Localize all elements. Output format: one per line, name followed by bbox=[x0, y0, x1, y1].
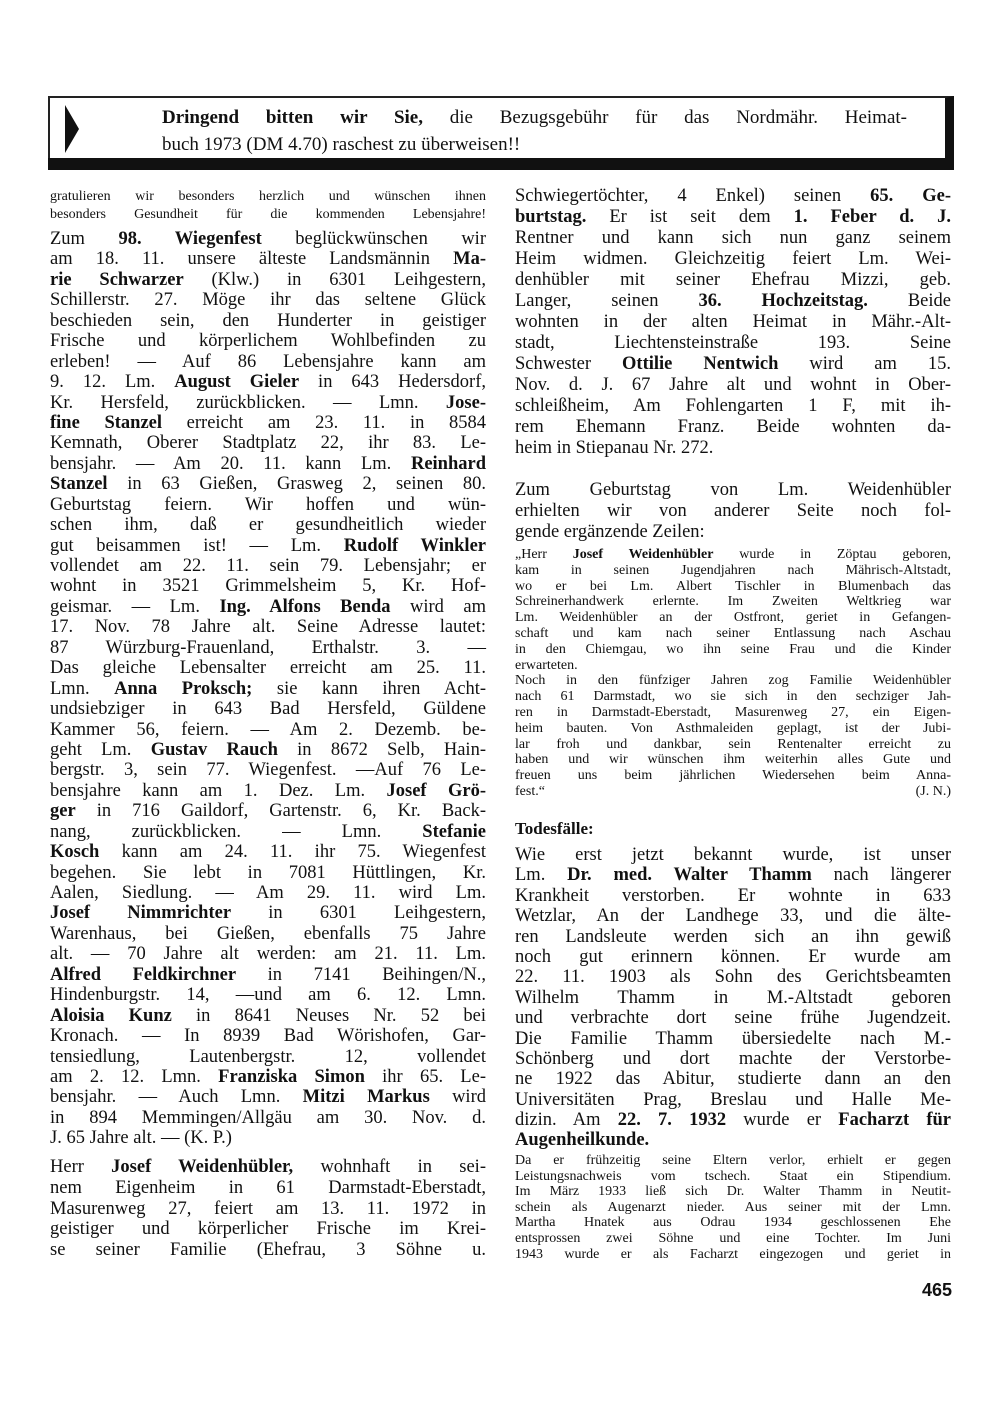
bold-text: Stefanie bbox=[422, 821, 486, 842]
text-line bbox=[515, 642, 951, 658]
text: Lmn. bbox=[50, 678, 115, 699]
bold-text: Ma- bbox=[453, 249, 486, 270]
bold-text: Anna Proksch; bbox=[114, 678, 253, 699]
text: entsprossen zwei Söhne und eine Tochter. Im Juni bbox=[515, 1230, 951, 1246]
text: Lm. bbox=[515, 865, 568, 886]
bold-text: Gustav Rauch bbox=[150, 739, 278, 760]
text: undsiebziger in 643 Bad Hersfeld, Güldene bbox=[50, 699, 486, 720]
text: ren in Darmstadt-Eberstadt, Masurenweg 27, ein Eigen- bbox=[515, 704, 951, 720]
text: Lm. Weidenhübler an der Ostfront, geriet in Gefangen- bbox=[515, 610, 951, 626]
text: wurde er bbox=[726, 1110, 839, 1131]
text: am 18. 11. unsere älteste Landsmännin bbox=[50, 249, 454, 270]
text-line bbox=[162, 104, 907, 131]
text-line bbox=[50, 454, 486, 474]
text-line bbox=[515, 705, 951, 721]
text: noch gut erinnern können. Er wurde am bbox=[515, 946, 951, 967]
text-line bbox=[50, 188, 486, 206]
text-line bbox=[515, 438, 951, 459]
text-line bbox=[515, 1153, 951, 1169]
text-line bbox=[515, 1029, 951, 1049]
text-line bbox=[50, 331, 486, 351]
text-line bbox=[515, 249, 951, 270]
bold-text: Josef Nimmrichter bbox=[50, 903, 232, 924]
text-line bbox=[50, 474, 486, 494]
text: ren Landsleute werden sich an ihn gewiß bbox=[515, 926, 951, 947]
text-line bbox=[50, 229, 486, 249]
text-line bbox=[515, 1090, 951, 1110]
text: Das gleiche Lebensalter erreicht am 25. 11. bbox=[50, 658, 486, 679]
text: dizin. Am bbox=[515, 1110, 618, 1131]
text: erreicht am 23. 11. in 8584 bbox=[162, 412, 486, 433]
text-line bbox=[515, 721, 951, 737]
text: (Klw.) in 6301 Leihgestern, bbox=[183, 269, 486, 290]
text: in 7141 Beihingen/N., bbox=[236, 964, 486, 985]
text-line bbox=[515, 752, 951, 768]
text-line bbox=[515, 375, 951, 396]
text: nem Eigenheim in 61 Darmstadt-Eberstadt, bbox=[50, 1177, 486, 1198]
text: Nov. d. J. 67 Jahre alt und wohnt in Ober- bbox=[515, 375, 951, 395]
text-line bbox=[50, 985, 486, 1005]
text-line bbox=[515, 480, 951, 501]
text: Wetzlar, An der Landhege 33, und die älte- bbox=[515, 906, 951, 927]
weidenhuebler-article-start bbox=[50, 1157, 486, 1261]
text-line bbox=[50, 372, 486, 392]
text: in 6301 Leihgestern, bbox=[231, 903, 487, 924]
text: geismar. — Lm. bbox=[50, 596, 220, 617]
text: 17. Nov. 78 Jahre alt. Seine Adresse lautet: bbox=[50, 617, 486, 638]
bold-text: Aloisia Kunz bbox=[50, 1005, 172, 1026]
bold-text: Dringend bitten wir Sie, bbox=[162, 107, 423, 128]
text-line bbox=[50, 801, 486, 821]
birthday-announcements bbox=[50, 229, 486, 1149]
text-line bbox=[50, 903, 486, 923]
text-line bbox=[50, 842, 486, 862]
text-line bbox=[515, 784, 951, 800]
text-line bbox=[50, 536, 486, 556]
text: kam in seinen Jugendjahren nach Mährisch-Altstadt, bbox=[515, 562, 951, 578]
text-line bbox=[50, 781, 486, 801]
text-line bbox=[515, 737, 951, 753]
text-line bbox=[515, 354, 951, 375]
page-number: 465 bbox=[922, 1280, 953, 1300]
text: vollendet am 22. 11. sein 79. Lebensjahr; er bbox=[50, 556, 486, 576]
text: Leistungsnachweis vom tschech. Staat ein Stipendium. bbox=[515, 1168, 951, 1184]
text-line bbox=[50, 883, 486, 903]
text: lar froh und dankbar, sein Rentenalter erreicht zu bbox=[515, 736, 951, 752]
text: ihr 65. Le- bbox=[364, 1066, 486, 1087]
text-line bbox=[515, 1247, 951, 1263]
bold-text: Rudolf Winkler bbox=[343, 535, 486, 556]
bold-text: 36. Hochzeitstag. bbox=[698, 291, 868, 311]
text-line bbox=[515, 417, 951, 438]
text-line bbox=[50, 1087, 486, 1107]
text-line bbox=[50, 1128, 486, 1148]
text: in 643 Hedersdorf, bbox=[299, 372, 486, 393]
bold-text: fine Stanzel bbox=[50, 412, 163, 433]
text-line bbox=[515, 658, 951, 674]
text: in 8641 Neuses Nr. 52 bei bbox=[171, 1005, 486, 1026]
text-line bbox=[515, 626, 951, 642]
text-line bbox=[50, 413, 486, 433]
text-line bbox=[50, 658, 486, 678]
text: nach 61 Darmstadt, wo sie sich in den sechziger Jah- bbox=[515, 689, 951, 705]
text-line bbox=[50, 944, 486, 964]
text: Geburtstag feiern. Wir hoffen und wün- bbox=[50, 494, 486, 515]
bold-text: 65. Ge- bbox=[870, 186, 952, 206]
text: 22. 11. 1903 als Sohn des Gerichtsbeamten bbox=[515, 967, 951, 988]
text-line bbox=[50, 311, 486, 331]
text: Hindenburgstr. 14, —und am 6. 12. Lmn. bbox=[50, 985, 486, 1006]
left-column-intro bbox=[50, 188, 486, 224]
text: stadt, Liechtensteinstraße 193. Seine bbox=[515, 333, 951, 353]
text: wohnhaft in sei- bbox=[293, 1157, 486, 1177]
text-line bbox=[50, 740, 486, 760]
text: „Herr bbox=[515, 547, 573, 562]
text: schen ihm, daß er gesundheitlich wieder bbox=[50, 515, 486, 536]
text: Wilhelm Thamm in M.-Altstadt geboren bbox=[515, 987, 951, 1008]
text: nang, zurückblicken. — Lmn. bbox=[50, 821, 423, 842]
text-line bbox=[515, 522, 951, 543]
text: wohnten in der alten Heimat in Mähr.-Alt- bbox=[515, 312, 951, 332]
text: rem Ehemann Franz. Beide wohnten da- bbox=[515, 417, 951, 437]
text-line bbox=[50, 720, 486, 740]
text: haben und wir wünschen ihm weiterhin alles Gute und bbox=[515, 752, 951, 768]
text-line bbox=[515, 906, 951, 926]
weidenhuebler-article-continued bbox=[515, 186, 951, 459]
text: heim in Stiepanau Nr. 272. bbox=[515, 438, 714, 458]
weidenhuebler-supplement-intro bbox=[515, 480, 951, 543]
text: schaft und kam nach seiner Entlassung nach Aschau bbox=[515, 625, 951, 641]
text: wird am 15. bbox=[778, 354, 951, 374]
text-line bbox=[50, 1026, 486, 1046]
bold-text: Ing. Alfons Benda bbox=[219, 596, 391, 617]
text: Zum Geburtstag von Lm. Weidenhübler bbox=[515, 480, 951, 500]
text-line bbox=[50, 617, 486, 637]
bold-text: Facharzt für bbox=[838, 1110, 951, 1131]
text: erwarteten. bbox=[515, 657, 578, 673]
text: Masurenweg 27, feiert am 13. 11. 1972 in bbox=[50, 1198, 486, 1219]
text-line bbox=[515, 396, 951, 417]
text-line bbox=[515, 865, 951, 885]
text: Rentner und kann sich nun ganz seinem bbox=[515, 228, 951, 248]
text: tensiedlung, Lautenbergstr. 12, vollendet bbox=[50, 1046, 486, 1067]
text: gut beisammen ist! — Lm. bbox=[50, 535, 344, 556]
text-line bbox=[50, 290, 486, 310]
text-line bbox=[50, 597, 486, 617]
text: Schreinerhandwerk erlernte. Im Zweiten Weltkrieg war bbox=[515, 594, 951, 610]
text: sie kann ihren Acht- bbox=[252, 678, 487, 699]
text: gende ergänzende Zeilen: bbox=[515, 522, 705, 542]
bold-text: August Gieler bbox=[174, 372, 300, 393]
text-line bbox=[50, 1157, 486, 1178]
text-line bbox=[515, 1200, 951, 1216]
section-heading-deaths: Todesfälle: bbox=[515, 819, 594, 838]
bold-text: Franziska Simon bbox=[218, 1066, 365, 1087]
text: se seiner Familie (Ehefrau, 3 Söhne u. bbox=[50, 1240, 486, 1260]
weidenhuebler-quote bbox=[515, 547, 951, 800]
text: Langer, seinen bbox=[515, 291, 699, 311]
text-line bbox=[515, 186, 951, 207]
bold-text: 22. 7. 1932 bbox=[617, 1110, 727, 1131]
text-line bbox=[515, 988, 951, 1008]
text: Da er frühzeitig seine Eltern verlor, erhielt er gegen bbox=[515, 1153, 951, 1168]
text: Kronach. — In 8939 Bad Wörishofen, Gar- bbox=[50, 1026, 486, 1047]
text: wohnt in 3521 Grimmelsheim 5, Kr. Hof- bbox=[50, 576, 486, 597]
text: Heim widmen. Gleichzeitig feiert Lm. Wei- bbox=[515, 249, 951, 269]
text: erhielten wir von anderer Seite noch fol- bbox=[515, 501, 951, 521]
text-line bbox=[515, 563, 951, 579]
text-line bbox=[50, 393, 486, 413]
bold-text: Josef Weidenhübler, bbox=[111, 1157, 294, 1177]
text-line bbox=[515, 207, 951, 228]
text: Kr. Hersfeld, zurückblicken. — Lmn. bbox=[50, 392, 446, 413]
text: Herr bbox=[50, 1157, 112, 1177]
text-line bbox=[50, 1047, 486, 1067]
arrow-triangle-icon bbox=[65, 105, 79, 153]
text: geistiger und körperlicher Frische im Krei- bbox=[50, 1219, 486, 1240]
text-line bbox=[515, 610, 951, 626]
text-line bbox=[50, 556, 486, 576]
text: bensjahr. — Auch Lmn. bbox=[50, 1087, 303, 1108]
bold-text: Josef Grö- bbox=[386, 780, 486, 801]
text: fest.“ bbox=[515, 783, 545, 799]
text-line bbox=[515, 927, 951, 947]
text: wurde in Zöptau geboren, bbox=[713, 547, 951, 562]
text: wird am bbox=[390, 596, 487, 617]
text-line bbox=[50, 699, 486, 719]
bold-text: Ottilie Nentwich bbox=[622, 354, 779, 374]
text-line bbox=[50, 965, 486, 985]
text-line bbox=[50, 576, 486, 596]
text: J. 65 Jahre alt. — (K. P.) bbox=[50, 1128, 232, 1149]
text: schein als Augenarzt nieder. Aus seiner mit der Lmn. bbox=[515, 1199, 951, 1215]
text-line bbox=[515, 1049, 951, 1069]
bold-text: Josef Weidenhübler bbox=[572, 547, 714, 562]
text: Beide bbox=[867, 291, 951, 311]
text-line bbox=[515, 947, 951, 967]
text: buch 1973 (DM 4.70) raschest zu überweisen!! bbox=[162, 134, 521, 155]
text: in 894 Memmingen/Allgäu am 30. Nov. d. bbox=[50, 1107, 486, 1128]
text-line bbox=[515, 1008, 951, 1028]
text: in 8672 Selb, Hain- bbox=[277, 739, 486, 760]
text-line bbox=[50, 270, 486, 290]
text-line bbox=[50, 1240, 486, 1261]
text-line bbox=[50, 924, 486, 944]
bold-text: Augenheilkunde. bbox=[515, 1130, 650, 1151]
text: alt. — 70 Jahre alt werden: am 21. 11. Lm. bbox=[50, 944, 486, 965]
text: 87 Würzburg-Frauenland, Erthalstr. 3. — bbox=[50, 637, 486, 658]
text: und verbrachte dort seine frühe Jugendzeit. bbox=[515, 1008, 951, 1029]
text: Schillerstr. 27. Möge ihr das seltene Glück bbox=[50, 290, 486, 311]
text: Schwiegertöchter, 4 Enkel) seinen bbox=[515, 186, 871, 206]
text-line bbox=[515, 845, 951, 865]
text: denhübler mit seiner Ehefrau Mizzi, geb. bbox=[515, 270, 951, 290]
bold-text: Dr. med. Walter Thamm bbox=[567, 865, 812, 886]
text: kann am 24. 11. ihr 75. Wiegenfest bbox=[99, 842, 486, 863]
thamm-obituary bbox=[515, 845, 951, 1151]
text-line bbox=[515, 1110, 951, 1130]
text: bensjahre kann am 1. Dez. Lm. bbox=[50, 780, 387, 801]
text-line bbox=[515, 501, 951, 522]
text-line bbox=[50, 760, 486, 780]
text-line bbox=[50, 1108, 486, 1128]
payment-notice-text bbox=[162, 104, 907, 158]
bold-text: rie Schwarzer bbox=[50, 269, 184, 290]
text: nach längerer bbox=[811, 865, 951, 886]
bold-text: 1. Feber d. J. bbox=[793, 207, 951, 227]
text-line bbox=[50, 822, 486, 842]
text-line bbox=[515, 1184, 951, 1200]
text: gratulieren wir besonders herzlich und wünschen ihnen bbox=[50, 189, 486, 204]
text-line bbox=[50, 352, 486, 372]
text-line bbox=[515, 1130, 951, 1150]
text-line bbox=[50, 1219, 486, 1240]
text-line bbox=[50, 1199, 486, 1220]
text: Kemnath, Oberer Stadtplatz 22, ihr 83. Le- bbox=[50, 433, 486, 454]
text: Die Familie Thamm übersiedelte nach M.- bbox=[515, 1028, 951, 1049]
text-line bbox=[515, 967, 951, 987]
text: Frische und körperlichem Wohlbefinden zu bbox=[50, 331, 486, 352]
text-line bbox=[50, 433, 486, 453]
text-line bbox=[515, 291, 951, 312]
text-line bbox=[50, 679, 486, 699]
text-line bbox=[162, 131, 907, 158]
text-line bbox=[50, 863, 486, 883]
bold-text: ger bbox=[50, 801, 76, 822]
text-line bbox=[50, 515, 486, 535]
text: Schwester bbox=[515, 354, 623, 374]
text-line bbox=[50, 495, 486, 515]
text: ne 1922 das Abitur, studierte dann an den bbox=[515, 1069, 951, 1090]
text: (J. N.) bbox=[915, 783, 951, 799]
text: 9. 12. Lm. bbox=[50, 372, 175, 393]
bold-text: Stanzel bbox=[50, 474, 108, 495]
text: 1943 wurde er als Facharzt eingezogen und geriet in bbox=[515, 1246, 951, 1262]
text: wo er bei Lm. Albert Tischler in Blumenbach das bbox=[515, 578, 951, 594]
text: Krankheit verstorben. Er wohnte in 633 bbox=[515, 885, 951, 906]
text: in 716 Gaildorf, Gartenstr. 6, Kr. Back- bbox=[75, 801, 486, 822]
text: beschieden sein, den Hunderter in geistiger bbox=[50, 310, 486, 331]
text-line bbox=[50, 1178, 486, 1199]
text-line bbox=[515, 1169, 951, 1185]
text-line bbox=[515, 594, 951, 610]
text-line bbox=[515, 1215, 951, 1231]
text: beglückwünschen wir bbox=[261, 229, 486, 249]
text: geht Lm. bbox=[50, 739, 151, 760]
text: besonders Gesundheit für die kommenden Lebensjahre! bbox=[50, 207, 486, 222]
text: heim bauten. Von Asthmaleiden geplagt, ist der Jubi- bbox=[515, 720, 951, 736]
text: Wie erst jetzt bekannt wurde, ist unser bbox=[515, 845, 951, 865]
text-line bbox=[50, 638, 486, 658]
text: schleißheim, Am Fohlengarten 1 F, mit ih- bbox=[515, 396, 951, 416]
text: Noch in den fünfziger Jahren zog Familie Weidenhübler bbox=[515, 673, 951, 689]
text: erleben! — Auf 86 Lebensjahre kann am bbox=[50, 351, 486, 372]
bold-text: 98. Wiegenfest bbox=[118, 229, 262, 249]
text: Universitäten Prag, Breslau und Halle Me- bbox=[515, 1089, 951, 1110]
text: in 63 Gießen, Grasweg 2, seinen 80. bbox=[107, 474, 486, 495]
bold-text: Reinhard bbox=[410, 453, 486, 474]
text: begehen. Sie lebt in 7081 Hüttlingen, Kr. bbox=[50, 862, 486, 883]
bold-text: Alfred Feldkirchner bbox=[50, 964, 237, 985]
text: Aalen, Siedlung. — Am 29. 11. wird Lm. bbox=[50, 883, 486, 903]
text: die Bezugsgebühr für das Nordmähr. Heimat- bbox=[422, 107, 907, 128]
text-line bbox=[515, 579, 951, 595]
bold-text: Mitzi Markus bbox=[302, 1087, 430, 1108]
text-line bbox=[50, 206, 486, 224]
text-line bbox=[515, 270, 951, 291]
text: wird bbox=[429, 1087, 486, 1108]
notice-box-bottom-bar bbox=[48, 158, 954, 170]
text: am 2. 12. Lmn. bbox=[50, 1066, 219, 1087]
text-line bbox=[515, 689, 951, 705]
text-line bbox=[515, 312, 951, 333]
text-line bbox=[515, 886, 951, 906]
text-line bbox=[515, 1231, 951, 1247]
text-line bbox=[515, 768, 951, 784]
bold-text: Kosch bbox=[50, 842, 100, 863]
text: bergstr. 3, sein 77. Wiegenfest. —Auf 76 Le- bbox=[50, 760, 486, 781]
text: Warenhaus, bei Gießen, ebenfalls 75 Jahre bbox=[50, 923, 486, 944]
text-line bbox=[515, 547, 951, 563]
bold-text: Jose- bbox=[445, 392, 486, 413]
text-line bbox=[515, 1069, 951, 1089]
text: Im März 1933 ließ sich Dr. Walter Thamm in Neutit- bbox=[515, 1184, 951, 1200]
text: bensjahr. — Am 20. 11. kann Lm. bbox=[50, 453, 411, 474]
text-line bbox=[50, 1067, 486, 1087]
text-line bbox=[515, 673, 951, 689]
text-line bbox=[50, 1006, 486, 1026]
text-line bbox=[50, 249, 486, 269]
text: freuen uns beim jährlichen Wiedersehen beim Anna- bbox=[515, 768, 951, 784]
text: Schönberg und dort machte der Verstorbe- bbox=[515, 1048, 951, 1069]
bold-text: burtstag. bbox=[515, 207, 587, 227]
thamm-obituary-details bbox=[515, 1153, 951, 1262]
text: Zum bbox=[50, 229, 119, 249]
text: Er ist seit dem bbox=[586, 207, 794, 227]
text: Martha Hnatek aus Odrau 1934 geschlossenen Ehe bbox=[515, 1215, 951, 1231]
text: in den Chiemgau, wo ihn seine Frau und die Kinder bbox=[515, 641, 951, 657]
text-line bbox=[515, 333, 951, 354]
text-line bbox=[515, 228, 951, 249]
text: Kammer 56, feiern. — Am 2. Dezemb. be- bbox=[50, 719, 486, 740]
